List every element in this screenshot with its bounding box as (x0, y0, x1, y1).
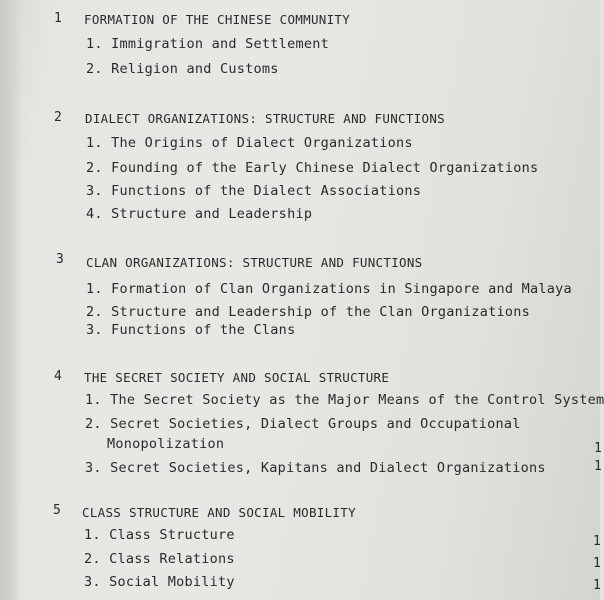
chapter-number: 1 (54, 11, 63, 26)
page-number-cut: 1 (593, 534, 601, 549)
section-entry: 3. Functions of the Dialect Associations (86, 183, 422, 199)
chapter-title: CLASS STRUCTURE AND SOCIAL MOBILITY (82, 505, 356, 520)
section-entry: 2. Structure and Leadership of the Clan Organizations (86, 304, 531, 320)
section-entry-continuation: Monopolization (107, 436, 225, 452)
page-number-cut: 1 (594, 441, 602, 456)
section-entry: 4. Structure and Leadership (86, 206, 313, 222)
section-entry: 3. Social Mobility (84, 574, 235, 590)
section-entry: 2. Religion and Customs (86, 61, 279, 77)
section-entry: 1. The Origins of Dialect Organizations (86, 135, 413, 151)
chapter-number: 5 (53, 503, 62, 518)
chapter-number: 4 (54, 369, 63, 384)
chapter-title: CLAN ORGANIZATIONS: STRUCTURE AND FUNCTIONS (86, 255, 423, 270)
section-entry: 3. Secret Societies, Kapitans and Dialect Organizations (85, 460, 546, 476)
section-entry: 2. Class Relations (84, 551, 235, 567)
chapter-number: 2 (54, 110, 63, 125)
section-entry: 1. Formation of Clan Organizations in Singapore and Malaya (86, 281, 572, 297)
page-number-cut: 1 (593, 556, 601, 571)
chapter-number: 3 (56, 252, 65, 267)
section-entry: 2. Secret Societies, Dialect Groups and Occupational (85, 416, 521, 432)
page-number-cut: 1 (594, 459, 602, 474)
section-entry: 1. Class Structure (84, 527, 235, 543)
section-entry: 1. Immigration and Settlement (86, 36, 329, 52)
section-entry: 3. Functions of the Clans (86, 322, 296, 338)
section-entry: 2. Founding of the Early Chinese Dialect Organizations (86, 160, 539, 176)
chapter-title: THE SECRET SOCIETY AND SOCIAL STRUCTURE (84, 370, 390, 385)
page-number-cut: 1 (593, 578, 601, 593)
section-entry: 1. The Secret Society as the Major Means of the Control System (85, 392, 604, 408)
page-spine-shadow (0, 0, 22, 600)
chapter-title: FORMATION OF THE CHINESE COMMUNITY (84, 12, 351, 27)
chapter-title: DIALECT ORGANIZATIONS: STRUCTURE AND FUNCTIONS (85, 111, 445, 126)
